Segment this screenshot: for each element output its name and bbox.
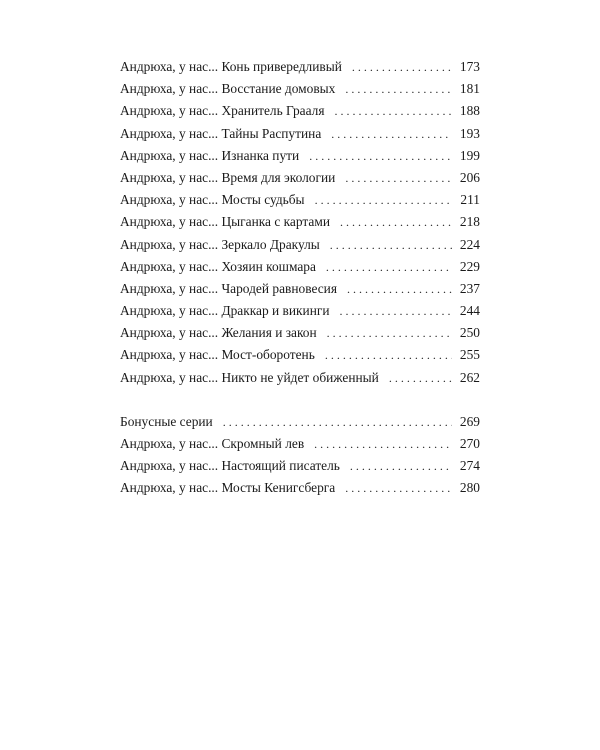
toc-entry [120, 411, 480, 433]
toc-entry [120, 256, 480, 278]
toc-entry-page: 188 [459, 103, 480, 119]
dot-leader [309, 145, 452, 167]
toc-entry-page: 218 [459, 214, 480, 230]
toc-entry-page: 255 [459, 347, 480, 363]
dot-leader [325, 344, 452, 366]
toc-entry [120, 322, 480, 344]
dot-leader [315, 189, 452, 211]
toc-entry [120, 278, 480, 300]
dot-leader [389, 367, 452, 389]
toc-entry [120, 433, 480, 455]
toc-entry-title: Андрюха, у нас... Мост-оборотень [120, 347, 315, 363]
toc-entry [120, 211, 480, 233]
toc-entry-title: Андрюха, у нас... Хранитель Грааля [120, 103, 325, 119]
toc-entry-page: 173 [459, 59, 480, 74]
toc-entry-page: 269 [459, 413, 480, 429]
toc-entry-title: Андрюха, у нас... Мосты судьбы [120, 192, 305, 208]
toc-entry-page: 229 [459, 258, 480, 274]
toc-entry-page: 244 [459, 303, 480, 319]
toc-entry-title: Андрюха, у нас... Тайны Распутина [120, 125, 322, 141]
toc-entry-page: 270 [459, 436, 480, 451]
toc-entry-title: Андрюха, у нас... Изнанка пути [120, 147, 300, 163]
toc-entry-page: 262 [459, 369, 480, 385]
toc-entry-title: Андрюха, у нас... Цыганка с картами [120, 214, 330, 230]
toc-entry-title: Андрюха, у нас... Драккар и викинги [120, 303, 330, 319]
dot-leader [327, 322, 452, 344]
toc-entry-title: Андрюха, у нас... Восстание домовых [120, 81, 336, 97]
toc-entry [120, 123, 480, 145]
toc-entry [120, 455, 480, 477]
dot-leader [334, 100, 452, 122]
toc-entry-title: Андрюха, у нас... Хозяин кошмара [120, 258, 316, 274]
toc-entry-title: Бонусные серии [120, 413, 213, 429]
toc-entry [120, 234, 480, 256]
toc-entry-page: 224 [459, 236, 480, 252]
toc-entry-page: 206 [459, 169, 480, 185]
toc-bonus-group [120, 411, 480, 500]
dot-leader [345, 78, 452, 100]
toc-entry-page: 193 [459, 125, 480, 141]
toc-entry [120, 100, 480, 122]
dot-leader [350, 455, 452, 477]
dot-leader [331, 123, 452, 145]
toc-entry-page: 280 [459, 480, 480, 496]
toc-entry [120, 189, 480, 211]
toc-entry-page: 211 [460, 192, 480, 208]
dot-leader [314, 433, 452, 455]
toc-entry-title: Андрюха, у нас... Желания и закон [120, 325, 317, 341]
dot-leader [330, 234, 452, 256]
toc-entry-title: Андрюха, у нас... Никто не уйдет обиженный [120, 369, 379, 385]
dot-leader [223, 411, 452, 433]
toc-entry-title: Андрюха, у нас... Мосты Кенигсберга [120, 480, 336, 496]
toc-entry-page: 274 [459, 458, 480, 474]
dot-leader [326, 256, 452, 278]
toc-entry-page: 250 [459, 325, 480, 341]
toc-entry [120, 367, 480, 389]
toc-entry [120, 78, 480, 100]
dot-leader [347, 278, 452, 300]
toc-entry [120, 145, 480, 167]
toc-entry-title: Андрюха, у нас... Зеркало Дракулы [120, 236, 320, 252]
toc-entry-title: Андрюха, у нас... Скромный лев [120, 436, 305, 451]
toc-entry-page: 199 [459, 147, 480, 163]
toc-entry-title: Андрюха, у нас... Настоящий писатель [120, 458, 340, 474]
dot-leader [340, 211, 452, 233]
toc-entry [120, 477, 480, 499]
toc-entry [120, 344, 480, 366]
toc-entry-title: Андрюха, у нас... Время для экологии [120, 169, 336, 185]
toc-entry-title: Андрюха, у нас... Чародей равновесия [120, 280, 338, 296]
toc-entry-page: 237 [459, 280, 480, 296]
toc-entry-page: 181 [459, 81, 480, 97]
toc-entry [120, 56, 480, 78]
toc-entry [120, 300, 480, 322]
table-of-contents [120, 56, 480, 500]
toc-entry-title: Андрюха, у нас... Конь привередливый [120, 59, 342, 74]
dot-leader [340, 300, 452, 322]
toc-entry [120, 167, 480, 189]
dot-leader [345, 167, 452, 189]
dot-leader [345, 477, 452, 499]
toc-main-group [120, 56, 480, 389]
dot-leader [352, 56, 452, 78]
